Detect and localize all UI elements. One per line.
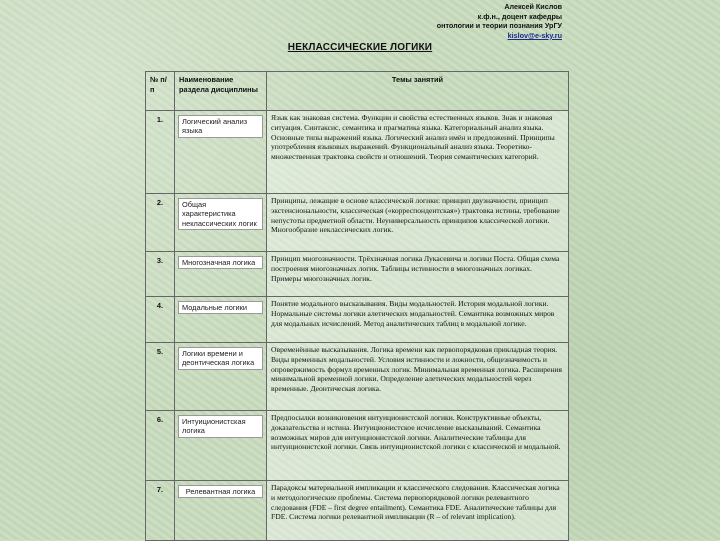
topic-text: Овременённые высказывания. Логика времени как первопорядковая прикладная теория. Виды временных модальностей. Условия истинности и ложности, общезначимость и опровержимость формул временных логик. Минимальная временная логика. Расширения минимальной временной логики. Определение алетических модальностей через временные. Деонтическая логика.	[267, 343, 569, 411]
table-row	[146, 411, 569, 481]
header-number: № п/п	[146, 72, 175, 111]
section-name: Модальные логики	[178, 301, 263, 314]
table-row	[146, 343, 569, 411]
author-position: к.ф.н., доцент кафедры	[477, 11, 562, 21]
header-topics: Темы занятий	[267, 72, 569, 111]
author-department: онтологии и теории познания УрГУ	[436, 21, 562, 31]
author-name: Алексей Кислов	[504, 2, 562, 11]
row-number: 2.	[146, 194, 175, 252]
table-row	[146, 297, 569, 343]
row-number: 5.	[146, 343, 175, 411]
row-number: 3.	[146, 252, 175, 297]
topic-text: Предпосылки возникновения интуиционистской логики. Конструктивные объекты, доказательства и истина. Интуиционистское исчисление высказываний. Семантика возможных миров для интуиционистской логики. Аналитические таблицы для интуиционистской логики. Связь интуиционистской логики с классической и модальной.	[267, 411, 569, 481]
row-number: 1.	[146, 111, 175, 194]
table-row	[146, 111, 569, 194]
page-title: НЕКЛАССИЧЕСКИЕ ЛОГИКИ	[287, 42, 433, 53]
table-row	[146, 481, 569, 541]
author-block	[437, 2, 562, 40]
section-name: Многозначная логика	[178, 256, 263, 269]
row-number: 6.	[146, 411, 175, 481]
syllabus-table	[145, 71, 569, 541]
section-name: Интуиционистская логика	[178, 415, 263, 438]
table-header-row	[146, 72, 569, 111]
row-number: 4.	[146, 297, 175, 343]
table-row	[146, 194, 569, 252]
section-name: Логический анализ языка	[178, 115, 263, 138]
row-number: 7.	[146, 481, 175, 541]
section-name: Релевантная логика	[178, 485, 263, 498]
topic-text: Понятие модального высказывания. Виды модальностей. История модальной логики. Нормальные системы логики алетических модальностей. Семантика возможных миров для модальных исчислений. Метод аналитических таблиц в модальной логике.	[267, 297, 569, 343]
topic-text: Парадоксы материальной импликации и классического следования. Классическая логика и методологические проблемы. Система первопорядковой логики релевантного следования (FDE – first degree entailment). Семантика FDE. Аналитические таблицы для FDE. Система логики релевантной импликации (R – of relevant implication).	[267, 481, 569, 541]
table-row	[146, 252, 569, 297]
section-name: Общая характеристика неклассических логик	[178, 198, 263, 230]
section-name: Логики времени и деонтическая логика	[178, 347, 263, 370]
topic-text: Принципы, лежащие в основе классической логики: принцип двузначности, принцип экстенсиональности, классическая («корреспондентская») трактовка истины, требование непустоты предметной области. Неуниверсальность принципов классической логики. Многообразие неклассических логик.	[267, 194, 569, 252]
topic-text: Принцип многозначности. Трёхзначная логика Лукасевича и логики Поста. Общая схема построения многозначных логик. Таблицы истинности в многозначных логиках. Примеры многозначных логик.	[267, 252, 569, 297]
header-section: Наименование раздела дисциплины	[175, 72, 267, 111]
topic-text: Язык как знаковая система. Функции и свойства естественных языков. Знак и знаковая ситуация. Синтаксис, семантика и прагматика языка. Категориальный анализ языка. Основные типы выражений языка. Логический анализ имён и предложений. Принципы употребления языковых выражений. Функциональный анализ языка. Теоретико-множественная трактовка свойств и отношений. Теория семантических категорий.	[267, 111, 569, 194]
author-email-link[interactable]: kislov@e-sky.ru	[507, 30, 562, 40]
